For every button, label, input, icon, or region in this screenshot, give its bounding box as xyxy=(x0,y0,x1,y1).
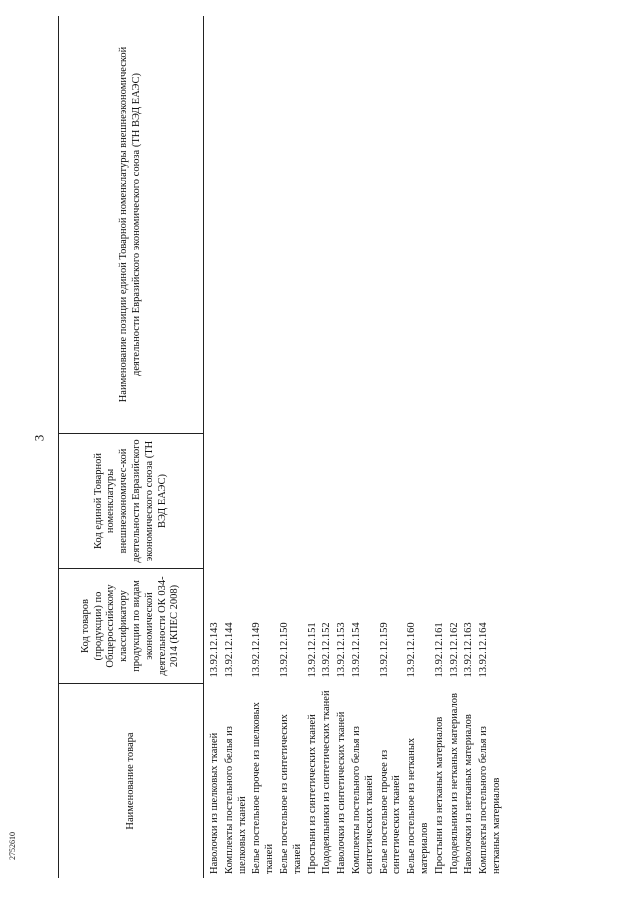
table-row xyxy=(378,16,406,878)
header-row xyxy=(59,16,204,878)
okpd-code: 13.92.12.152 xyxy=(321,622,333,678)
table-row xyxy=(462,16,477,878)
goods-name: Пододеяльники из нетканых материалов xyxy=(448,693,460,874)
goods-name: Белье постельное прочее из синтетических тканей xyxy=(378,749,403,874)
okpd-code: 13.92.12.164 xyxy=(478,622,490,678)
okpd-code: 13.92.12.144 xyxy=(223,622,235,678)
tnved-code xyxy=(405,434,433,569)
table-row xyxy=(405,16,433,878)
table-row xyxy=(278,16,306,878)
table-body xyxy=(204,16,505,878)
tnved-name xyxy=(433,16,448,434)
tnved-name xyxy=(320,16,335,434)
goods-name: Наволочки из синтетических тканей xyxy=(336,711,348,874)
tnved-code xyxy=(477,434,505,569)
tnved-name xyxy=(477,16,505,434)
header-tnved-name: Наименование позиции единой Товарной номенклатуры внешнеэкономической деятельности Евразийского экономического союза (ТН ВЭД ЕАЭС) xyxy=(59,16,204,434)
okpd-code: 13.92.12.159 xyxy=(378,622,390,678)
tnved-code xyxy=(350,434,378,569)
tnved-name xyxy=(448,16,463,434)
okpd-code: 13.92.12.162 xyxy=(448,622,460,678)
table-row xyxy=(335,16,350,878)
tnved-name xyxy=(350,16,378,434)
tnved-code xyxy=(223,434,251,569)
tnved-name xyxy=(378,16,406,434)
okpd-code: 13.92.12.153 xyxy=(336,622,348,678)
tnved-name xyxy=(306,16,321,434)
tnved-code xyxy=(335,434,350,569)
goods-name: Простыни из нетканых материалов xyxy=(433,716,445,874)
tnved-name xyxy=(405,16,433,434)
tnved-name xyxy=(223,16,251,434)
tnved-code xyxy=(378,434,406,569)
header-tnved-code: Код единой Товарной номенклатуры внешнеэкономичес-кой деятельности Евразийского экономического союза (ТН ВЭД ЕАЭС) xyxy=(59,434,204,569)
goods-name: Наволочки из шелковых тканей xyxy=(209,732,220,874)
table-row xyxy=(204,16,223,878)
goods-name: Пододеяльники из синтетических тканей xyxy=(321,690,333,874)
table-sheet xyxy=(58,16,618,878)
okpd-code: 13.92.12.163 xyxy=(463,622,475,678)
page-number: 3 xyxy=(31,434,47,442)
table-row xyxy=(306,16,321,878)
tnved-code xyxy=(462,434,477,569)
tnved-code xyxy=(204,434,223,569)
tnved-name xyxy=(335,16,350,434)
okpd-code: 13.92.12.150 xyxy=(278,622,290,678)
tnved-name xyxy=(250,16,278,434)
tnved-name xyxy=(204,16,223,434)
okpd-code: 13.92.12.151 xyxy=(306,622,318,678)
tnved-name xyxy=(278,16,306,434)
goods-name: Простыни из синтетических тканей xyxy=(306,714,318,874)
goods-table xyxy=(58,16,505,878)
header-goods-name: Наименование товара xyxy=(59,684,204,879)
table-row xyxy=(477,16,505,878)
tnved-code xyxy=(250,434,278,569)
goods-name: Наволочки из нетканых материалов xyxy=(463,714,475,874)
goods-name: Комплекты постельного белья из нетканых материалов xyxy=(478,726,502,874)
table-row xyxy=(350,16,378,878)
table-row xyxy=(433,16,448,878)
okpd-code: 13.92.12.154 xyxy=(350,622,362,678)
tnved-code xyxy=(278,434,306,569)
header-okpd-code: Код товаров (продукции) по Общероссийскому классификатору продукции по видам экономической деятельности ОК 034-2014 (КПЕС 2008) xyxy=(59,569,204,684)
table-row xyxy=(320,16,335,878)
tnved-code xyxy=(448,434,463,569)
goods-name: Белье постельное из нетканых материалов xyxy=(406,737,430,874)
tnved-code xyxy=(433,434,448,569)
goods-name: Комплекты постельного белья из синтетических тканей xyxy=(350,726,375,874)
table-row xyxy=(448,16,463,878)
tnved-code xyxy=(320,434,335,569)
goods-name: Белье постельное из синтетических тканей xyxy=(278,714,303,874)
okpd-code: 13.92.12.160 xyxy=(406,622,418,678)
goods-name: Белье постельное прочее из шелковых тканей xyxy=(251,702,276,874)
table-row xyxy=(223,16,251,878)
okpd-code: 13.92.12.149 xyxy=(251,622,263,678)
okpd-code: 13.92.12.143 xyxy=(209,622,220,678)
tnved-name xyxy=(462,16,477,434)
document-id: 2752610 xyxy=(8,832,17,860)
table-row xyxy=(250,16,278,878)
goods-name: Комплекты постельного белья из шелковых тканей xyxy=(223,726,248,874)
okpd-code: 13.92.12.161 xyxy=(433,622,445,678)
tnved-code xyxy=(306,434,321,569)
